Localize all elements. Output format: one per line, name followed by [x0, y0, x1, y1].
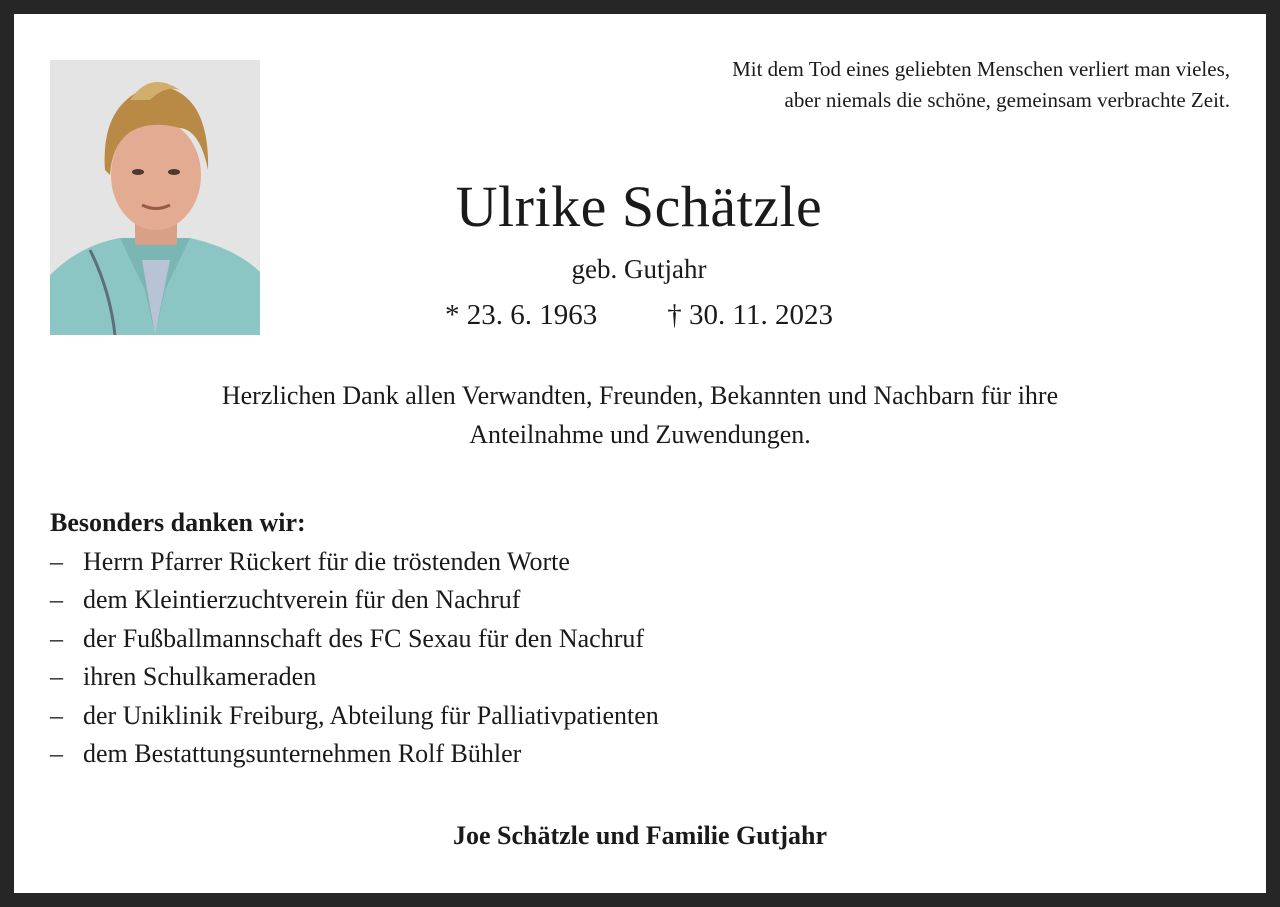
portrait-photo: [50, 60, 260, 335]
list-item: [50, 735, 1050, 774]
signature: Joe Schätzle und Familie Gutjahr: [452, 821, 828, 850]
quote: [530, 54, 1230, 116]
death-date: † 30. 11. 2023: [667, 299, 833, 331]
life-dates: [314, 296, 964, 334]
quote-line: Mit dem Tod eines geliebten Menschen verliert man vieles,: [732, 57, 1230, 81]
quote-line: aber niemals die schöne, gemeinsam verbrachte Zeit.: [784, 88, 1230, 112]
general-thanks: [50, 376, 1230, 454]
dash-bullet: –: [50, 546, 63, 576]
dash-bullet: –: [50, 662, 63, 691]
dash-bullet: –: [50, 739, 63, 768]
portrait-illustration: [50, 60, 260, 335]
list-item: [50, 543, 1050, 582]
list-item: [50, 581, 1050, 620]
obituary-card: [14, 14, 1266, 893]
list-item-text: dem Kleintierzuchtverein für den Nachruf: [83, 585, 521, 614]
list-item: [50, 697, 1050, 736]
dash-bullet: –: [50, 585, 63, 614]
list-item-text: dem Bestattungsunternehmen Rolf Bühler: [83, 739, 522, 768]
dash-bullet: –: [50, 623, 63, 653]
birth-date: * 23. 6. 1963: [445, 299, 598, 331]
special-thanks-list: [50, 543, 1050, 774]
deceased-name: Ulrike Schätzle: [455, 174, 823, 239]
special-thanks-heading: Besonders danken wir:: [50, 508, 306, 537]
thanks-line: Anteilnahme und Zuwendungen.: [469, 420, 811, 449]
maiden-name: geb. Gutjahr: [571, 254, 707, 284]
list-item: [50, 658, 1050, 697]
list-item-text: ihren Schulkameraden: [83, 662, 317, 691]
thanks-line: Herzlichen Dank allen Verwandten, Freunden, Bekannten und Nachbarn für ihre: [221, 381, 1059, 410]
list-item-text: der Fußballmannschaft des FC Sexau für den Nachruf: [83, 623, 645, 653]
special-thanks-section: [50, 504, 1050, 774]
dash-bullet: –: [50, 700, 63, 730]
list-item-text: Herrn Pfarrer Rückert für die tröstenden Worte: [83, 546, 570, 576]
list-item: [50, 620, 1050, 659]
list-item-text: der Uniklinik Freiburg, Abteilung für Palliativpatienten: [83, 700, 659, 730]
